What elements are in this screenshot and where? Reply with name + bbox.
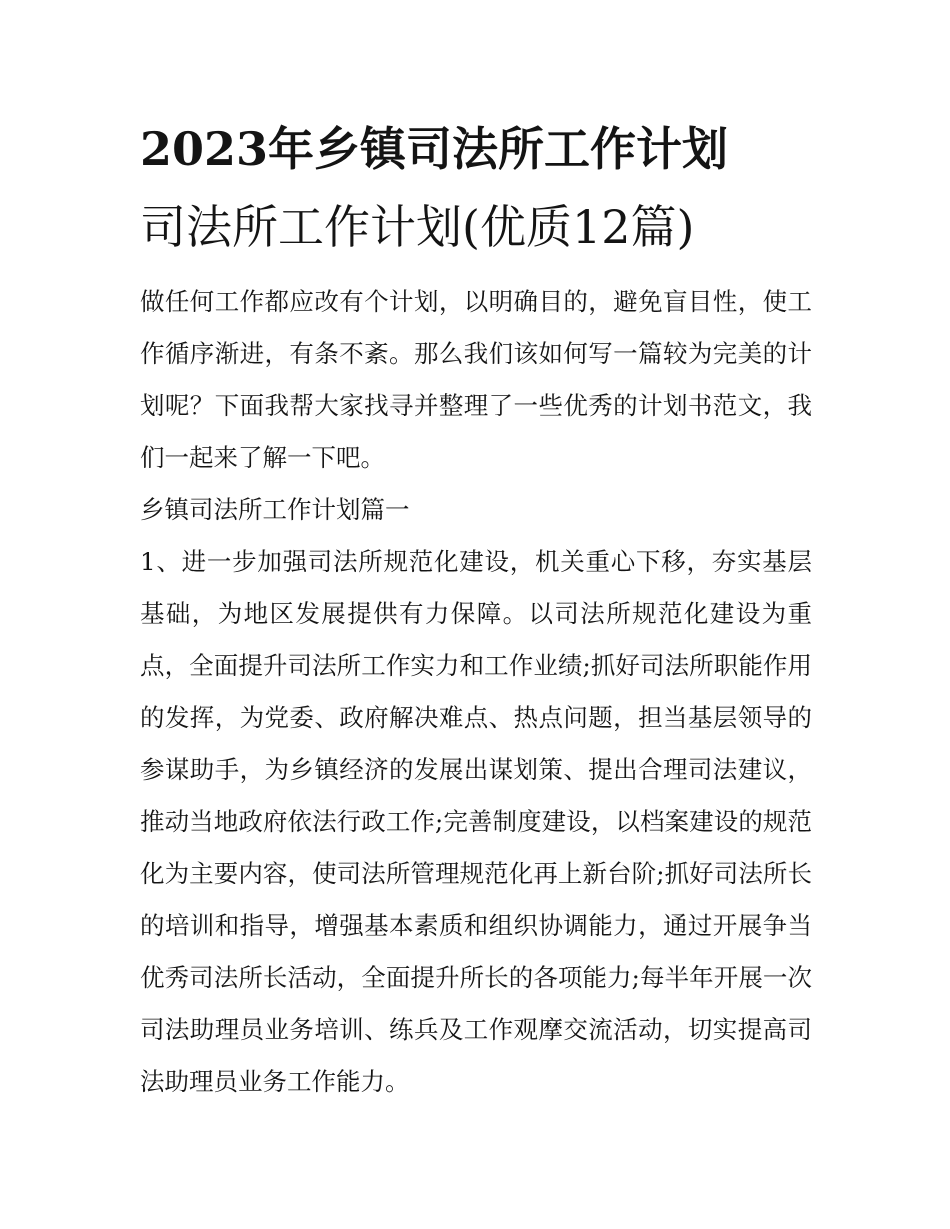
section-heading: 乡镇司法所工作计划篇一 [140, 495, 410, 524]
title-line-2: 司法所工作计划(优质12篇) [140, 200, 695, 254]
body-paragraph-1: 1、进一步加强司法所规范化建设，机关重心下移，夯实基层基础，为地区发展提供有力保障。以司法所规范化建设为重点，全面提升司法所工作实力和工作业绩;抓好司法所职能作用的发挥，为党委、政府解决难点、热点问题，担当基层领导的参谋助手，为乡镇经济的发展出谋划策、提出合理司法建议，推动当地政府依法行政工作;完善制度建设，以档案建设的规范化为主要内容，使司法所管理规范化再上新台阶;抓好司法所长的培训和指导，增强基本素质和组织协调能力，通过开展争当优秀司法所长活动，全面提升所长的各项能力;每半年开展一次司法助理员业务培训、练兵及工作观摩交流活动，切实提高司法助理员业务工作能力。 [140, 547, 812, 1096]
intro-paragraph: 做任何工作都应改有个计划，以明确目的，避免盲目性，使工作循序渐进，有条不紊。那么我们该如何写一篇较为完美的计划呢？下面我帮大家找寻并整理了一些优秀的计划书范文，我们一起来了解一下吧。 [140, 287, 812, 472]
document-title [140, 118, 812, 258]
title-line-1: 2023年乡镇司法所工作计划 [140, 122, 729, 176]
document-page [140, 118, 812, 1108]
